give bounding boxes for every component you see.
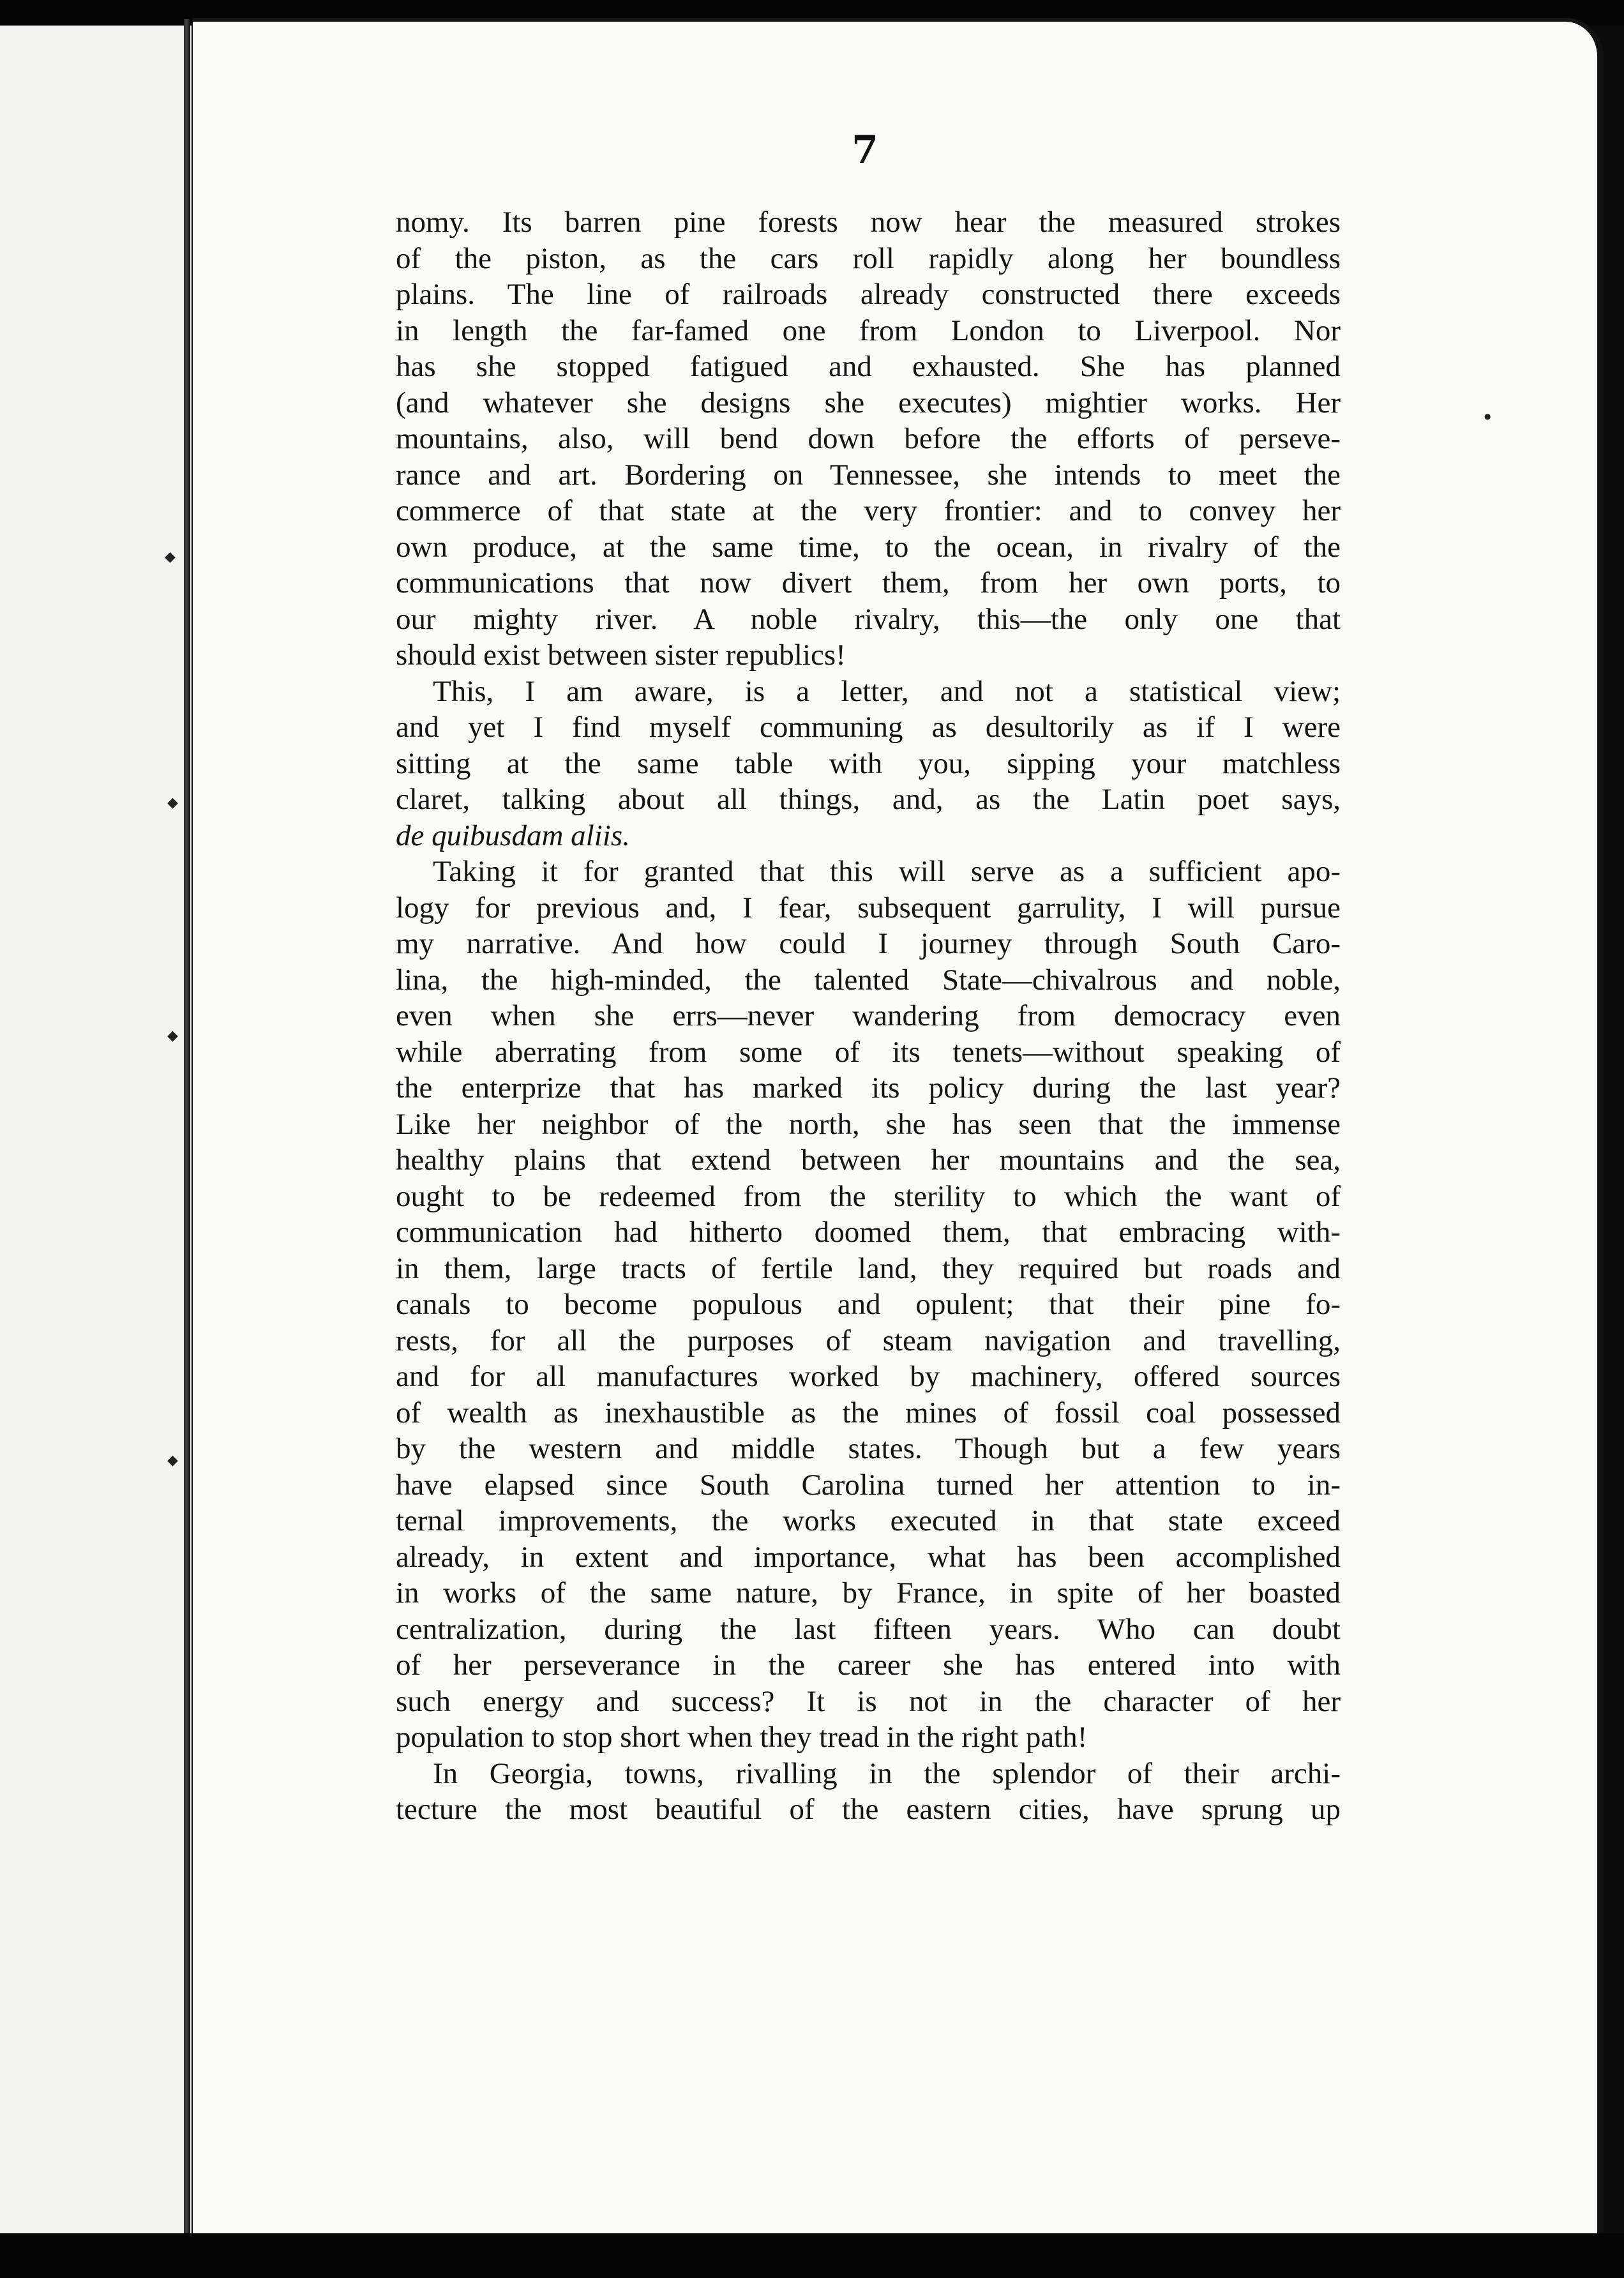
text-line: rance and art. Bordering on Tennessee, she intends to meet the [396,458,1341,492]
text-line: of the piston, as the cars roll rapidly along her boundless [396,241,1341,275]
text-line: our mighty river. A noble rivalry, this—the only one that [396,602,1341,636]
text-line: already, in extent and importance, what has been accomplished [396,1540,1341,1574]
text-line: has she stopped fatigued and exhausted. She has planned [396,350,1341,383]
margin-speck: ◆ [167,1028,178,1044]
text-line: Taking it for granted that this will serve as a sufficient apo- [433,855,1341,888]
text-line: of her perseverance in the career she has entered into with [396,1648,1341,1682]
text-line: de quibusdam aliis. [396,818,630,852]
text-line: plains. The line of railroads already constructed there exceeds [396,278,1341,311]
text-line: population to stop short when they tread in the right path! [396,1721,1088,1754]
text-line: such energy and success? It is not in the character of her [396,1684,1341,1718]
text-line: (and whatever she designs she executes) mightier works. Her [396,386,1341,419]
text-line: tecture the most beautiful of the eastern cities, have sprung up [396,1793,1341,1826]
text-line: and yet I find myself communing as desultorily as if I were [396,711,1341,744]
text-line: healthy plains that extend between her mountains and the sea, [396,1143,1341,1177]
text-line: In Georgia, towns, rivalling in the splendor of their archi- [433,1756,1341,1790]
text-line: have elapsed since South Carolina turned her attention to in- [396,1468,1341,1502]
text-line: by the western and middle states. Though but a few years [396,1432,1341,1465]
text-line: sitting at the same table with you, sipping your matchless [396,746,1341,780]
text-line: communications that now divert them, from her own ports, to [396,566,1341,600]
text-line: logy for previous and, I fear, subsequent garrulity, I will pursue [396,891,1341,924]
text-line: mountains, also, will bend down before the efforts of perseve- [396,422,1341,455]
text-line: and for all manufactures worked by machinery, offered sources [396,1360,1341,1393]
text-line: centralization, during the last fifteen years. Who can doubt [396,1612,1341,1646]
text-line: communication had hitherto doomed them, that embracing with- [396,1216,1341,1249]
text-line: in them, large tracts of fertile land, they required but roads and [396,1251,1341,1285]
text-line: canals to become populous and opulent; that their pine fo- [396,1288,1341,1321]
text-line: lina, the high-minded, the talented State—chivalrous and noble, [396,963,1341,997]
text-line: nomy. Its barren pine forests now hear the measured strokes [396,206,1341,239]
binding-edge [184,19,190,2241]
text-line: claret, talking about all things, and, as the Latin poet says, [396,783,1341,816]
text-line: while aberrating from some of its tenets—without speaking of [396,1035,1341,1069]
text-line: commerce of that state at the very frontier: and to convey her [396,494,1341,527]
text-line: should exist between sister republics! [396,638,846,672]
body-text [396,204,1341,1828]
text-line: in works of the same nature, by France, in spite of her boasted [396,1576,1341,1610]
text-line: ought to be redeemed from the sterility to which the want of [396,1179,1341,1213]
text-line: in length the far-famed one from London to Liverpool. Nor [396,313,1341,347]
text-line: the enterprize that has marked its policy during the last year? [396,1071,1341,1105]
text-line: even when she errs—never wandering from democracy even [396,999,1341,1032]
page-speck: ● [1484,412,1491,421]
text-line: of wealth as inexhaustible as the mines of fossil coal possessed [396,1396,1341,1429]
margin-speck: ◆ [165,549,176,565]
text-line: ternal improvements, the works executed in that state exceed [396,1504,1341,1537]
text-line: This, I am aware, is a letter, and not a statistical view; [433,674,1341,708]
page-number: 7 [852,128,878,172]
left-margin-area [0,0,192,2278]
text-line: Like her neighbor of the north, she has seen that the immense [396,1107,1341,1141]
margin-speck: ◆ [167,795,178,811]
text-line: rests, for all the purposes of steam navigation and travelling, [396,1324,1341,1357]
text-line: my narrative. And how could I journey through South Caro- [396,927,1341,960]
bottom-scan-border [0,2233,1624,2278]
margin-speck: ◆ [167,1452,178,1468]
text-line: own produce, at the same time, to the ocean, in rivalry of the [396,530,1341,564]
